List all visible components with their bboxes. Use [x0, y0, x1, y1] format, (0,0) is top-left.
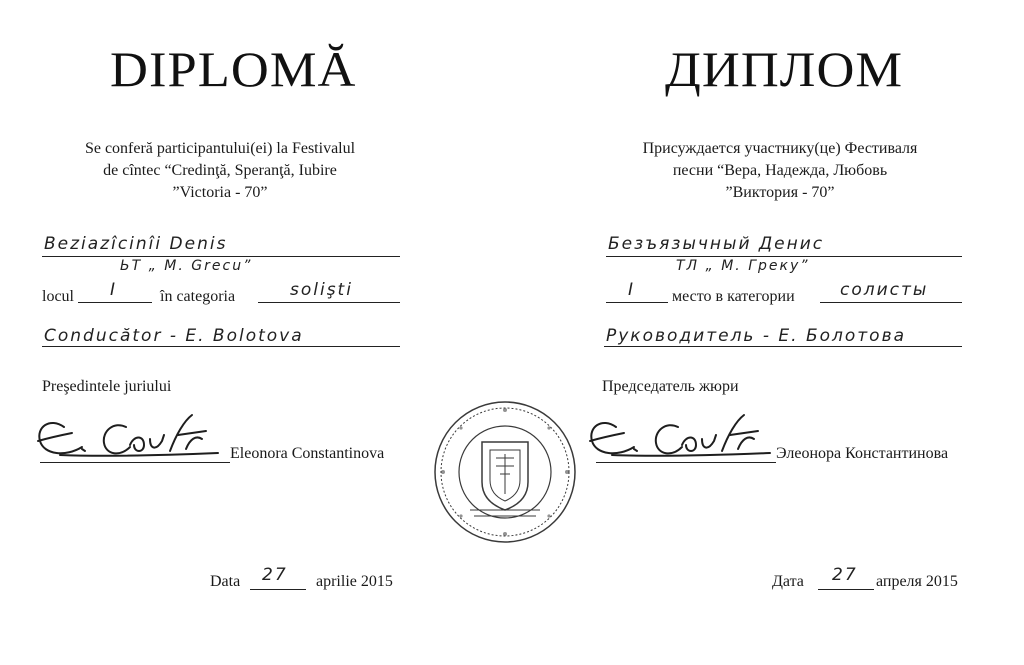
conductor-ro: Conducător - E. Bolotova — [44, 326, 304, 346]
jury-signature-line-ro — [40, 462, 230, 463]
jury-signature-line-ru — [596, 462, 776, 463]
signature-ro-icon — [30, 405, 220, 467]
date-line-ru — [818, 589, 874, 590]
diploma-title-ru: ДИПЛОМ — [665, 41, 904, 97]
conductor-ru: Руководитель - Е. Болотова — [606, 326, 907, 346]
place-value-ru: I — [628, 280, 636, 300]
participant-name-line-ru — [606, 256, 962, 257]
school-ru: ТЛ „ М. Греку” — [676, 258, 810, 274]
participant-name-ru: Безъязычный Денис — [608, 234, 825, 254]
jury-label-ru: Председатель жюри — [602, 378, 739, 395]
conductor-line-ro — [42, 346, 400, 347]
school-ro: ЬТ „ M. Grecu” — [120, 258, 253, 274]
category-label-ro: în categoria — [160, 288, 236, 305]
official-stamp — [430, 398, 580, 546]
intro-line-1-ru: Присуждается участнику(це) Фестиваля — [642, 140, 918, 157]
place-label-ro: locul — [42, 288, 74, 305]
jury-name-ro: Eleonora Constantinova — [230, 445, 385, 462]
conductor-line-ru — [604, 346, 962, 347]
intro-line-3-ru: ”Виктория - 70” — [725, 184, 835, 201]
official-round-stamp-icon — [430, 398, 580, 546]
category-line-ru — [820, 302, 962, 303]
date-label-ro: Data — [210, 573, 241, 590]
date-line-ro — [250, 589, 306, 590]
place-value-ro: I — [110, 280, 118, 300]
date-rest-ro: aprilie 2015 — [316, 573, 393, 590]
date-day-ru: 27 — [832, 565, 858, 585]
intro-line-2-ru: песни “Вера, Надежда, Любовь — [672, 162, 888, 179]
date-label-ru: Дата — [772, 573, 804, 590]
intro-text-ru — [600, 138, 960, 204]
intro-line-2-ro: de cîntec “Credinţă, Speranţă, Iubire — [103, 162, 337, 179]
intro-line-3-ro: ”Victoria - 70” — [172, 184, 268, 201]
diploma-title-ro: DIPLOMĂ — [110, 41, 357, 97]
signature-ru-icon — [582, 405, 772, 467]
category-label-ru: место в категории — [672, 288, 795, 305]
category-value-ru: солисты — [840, 280, 929, 300]
intro-line-1-ro: Se conferă participantului(ei) la Festivalul — [84, 140, 356, 157]
jury-label-ro: Preşedintele juriului — [42, 378, 172, 395]
date-rest-ru: апреля 2015 — [876, 573, 958, 590]
participant-name-ro: Beziazîcinîi Denis — [44, 234, 228, 254]
jury-name-ru: Элеонора Константинова — [776, 445, 949, 462]
intro-text-ro — [40, 138, 400, 204]
date-day-ro: 27 — [262, 565, 288, 585]
place-line-ru — [606, 302, 668, 303]
category-value-ro: solişti — [290, 280, 353, 300]
signature-ru — [582, 405, 772, 467]
place-line-ro — [78, 302, 152, 303]
participant-name-line-ro — [42, 256, 400, 257]
signature-ro — [30, 405, 220, 467]
category-line-ro — [258, 302, 400, 303]
